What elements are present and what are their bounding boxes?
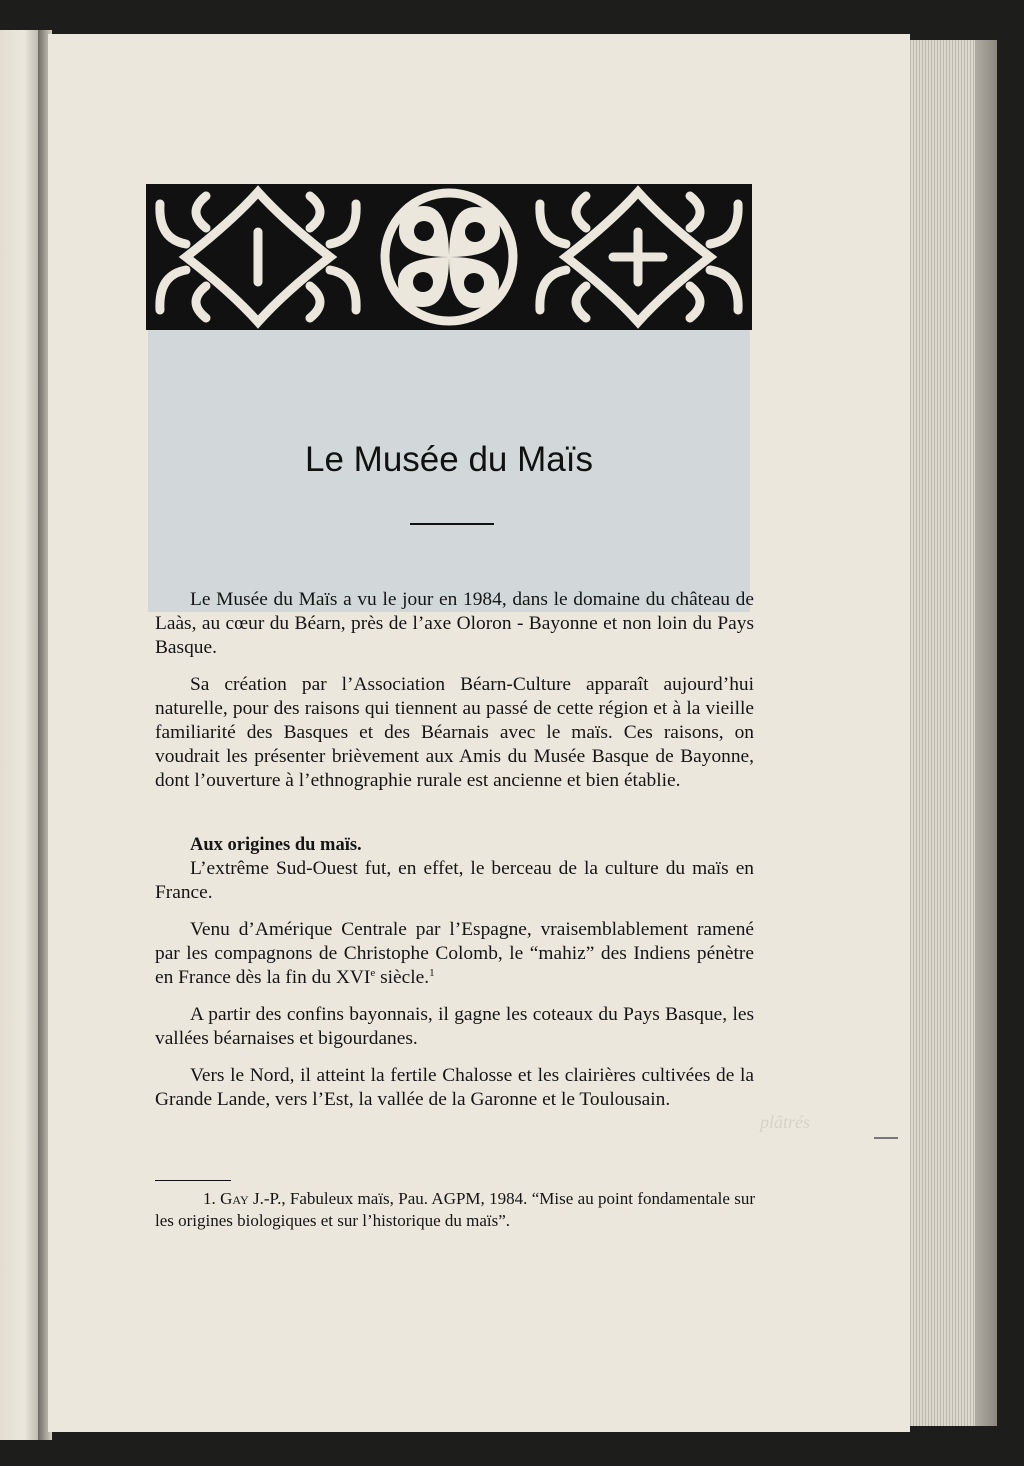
basque-lauburu-ornament-icon [146,184,752,330]
paragraph-text: Venu d’Amérique Centrale par l’Espagne, vraisemblablement ramené par les compagnons de Christophe Colomb, le “mahiz” des Indiens pénètre en France dès la fin du XVI [155,919,754,988]
footnote-divider [155,1180,231,1181]
paragraph: L’extrême Sud-Ouest fut, en effet, le berceau de la culture du maïs en France. [155,858,754,903]
footnote-author: Gay [220,1189,249,1208]
article-title: Le Musée du Maïs [305,440,593,479]
article-body [155,588,754,1125]
century-superscript: e [370,967,376,979]
footnote-number: 1. [203,1189,221,1208]
paragraph [155,918,754,990]
paragraph-text: siècle. [375,967,430,988]
previous-page-edge [0,30,40,1440]
section-heading: Aux origines du maïs. [190,835,362,855]
footnote [155,1188,755,1232]
paragraph: A partir des confins bayonnais, il gagne les coteaux du Pays Basque, les vallées béarnaises et bigourdanes. [155,1004,754,1049]
paragraph: Le Musée du Maïs a vu le jour en 1984, dans le domaine du château de Laàs, au cœur du Béarn, près de l’axe Oloron - Bayonne et non loin du Pays Basque. [155,589,754,658]
page-edge-mark [874,1137,898,1139]
title-divider [410,523,494,525]
footnote-reference: 1 [429,967,435,979]
footnote-text: J.-P., Fabuleux maïs, Pau. AGPM, 1984. “Mise au point fondamentale sur les origines biologiques et sur l’historique du maïs”. [155,1189,755,1230]
paragraph: Vers le Nord, il atteint la fertile Chalosse et les clairières cultivées de la Grande Lande, vers l’Est, la vallée de la Garonne et le Toulousain. [155,1065,754,1110]
page-stack-edges [905,40,997,1426]
paragraph: Sa création par l’Association Béarn-Culture apparaît aujourd’hui naturelle, pour des raisons qui tiennent au passé de cette région et à la vieille familiarité des Basques et des Béarnais avec le maïs. Ces raisons, on voudrait les présenter brièvement aux Amis du Musée Basque de Bayonne, dont l’ouverture à l’ethnographie rurale est ancienne et bien établie. [155,674,754,791]
